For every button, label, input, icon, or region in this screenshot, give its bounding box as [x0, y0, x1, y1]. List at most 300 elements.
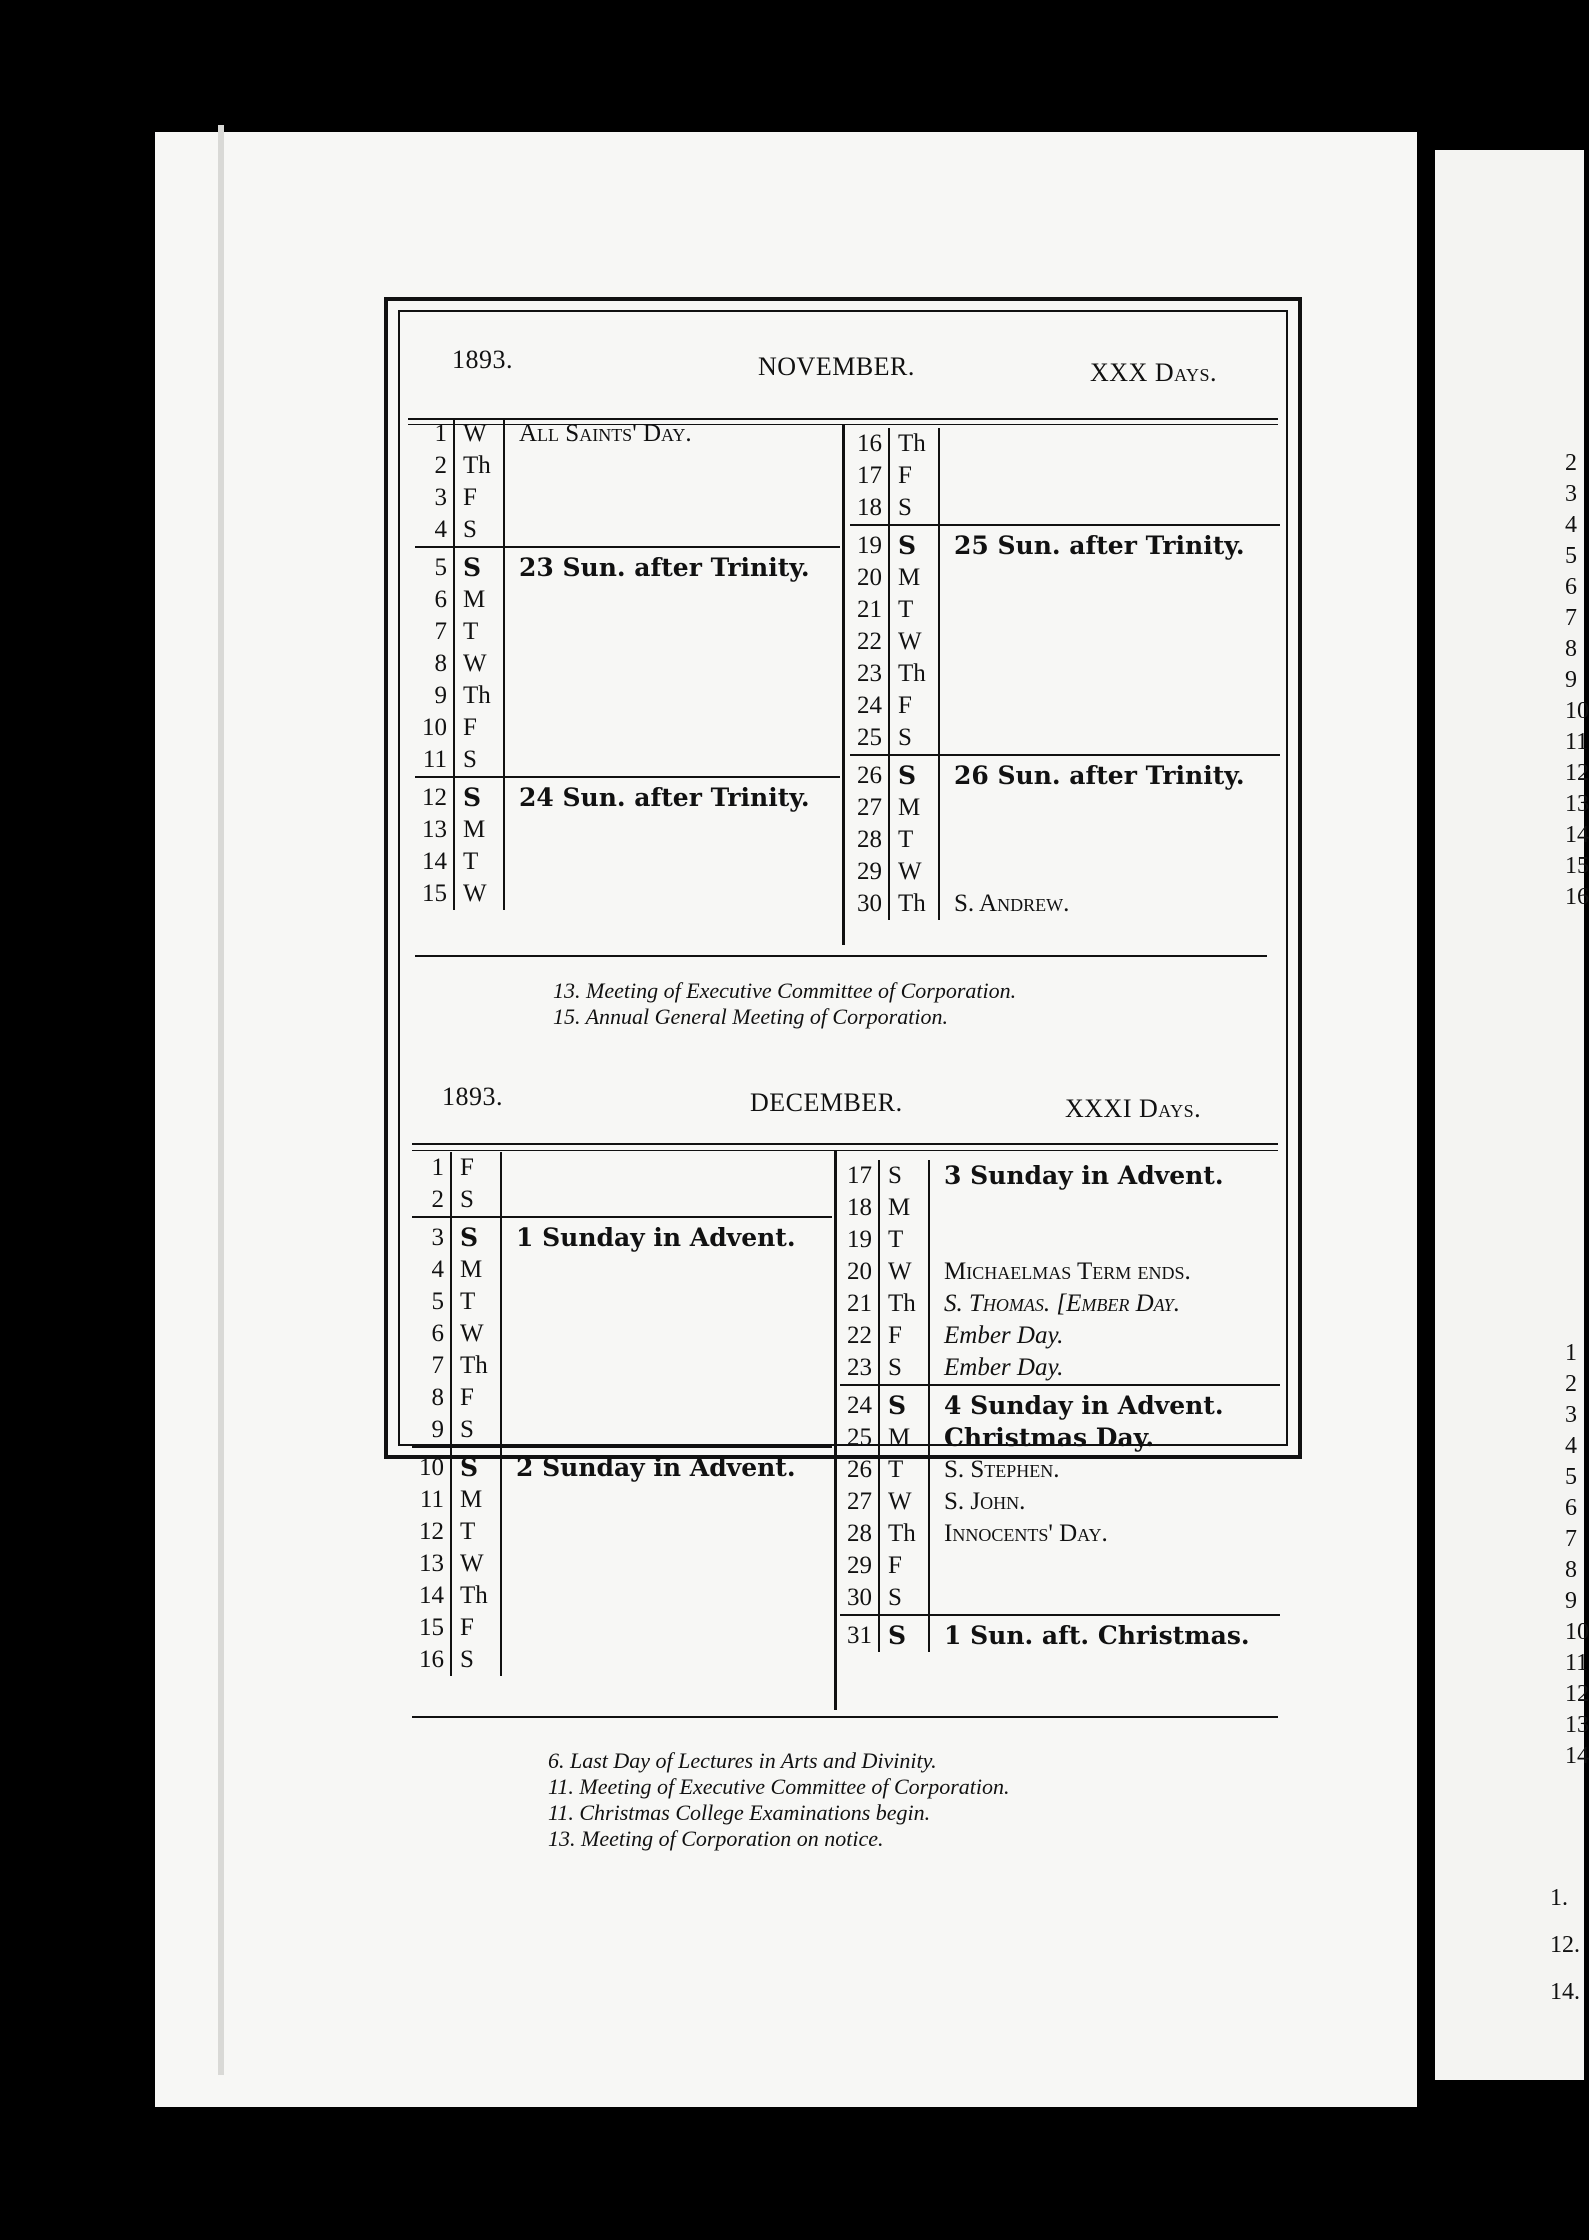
day-of-week: W [889, 626, 939, 658]
stub-number: 8 [1565, 1557, 1577, 1583]
day-event [504, 744, 840, 777]
stub-number: 8 [1565, 636, 1577, 662]
day-of-week: T [451, 1516, 501, 1548]
day-number: 12 [419, 1518, 444, 1545]
day-of-week: Th [451, 1350, 501, 1382]
day-of-week: S [451, 1414, 501, 1447]
stub-number: 11 [1565, 729, 1589, 755]
stub-number: 13 [1565, 791, 1589, 817]
day-event [504, 450, 840, 482]
day-event [501, 1350, 832, 1382]
calendar-row [840, 1352, 1280, 1385]
day-event [939, 492, 1280, 525]
day-of-week: F [879, 1550, 929, 1582]
day-event [501, 1254, 832, 1286]
day-of-week: S [879, 1385, 929, 1422]
stub-note: 12. [1550, 1932, 1580, 1958]
day-event [939, 562, 1280, 594]
calendar-row [412, 1318, 832, 1350]
dec-note-1: 6. Last Day of Lectures in Arts and Divinity. [548, 1748, 937, 1773]
day-number: 30 [847, 1584, 872, 1611]
dec-year: 1893. [442, 1082, 503, 1111]
calendar-row [850, 888, 1280, 920]
day-event [939, 626, 1280, 658]
day-number: 2 [434, 452, 447, 479]
calendar-row [415, 482, 840, 514]
day-number: 18 [857, 494, 882, 521]
stub-number: 13 [1565, 1712, 1589, 1738]
day-number: 10 [422, 714, 447, 741]
day-number: 15 [419, 1614, 444, 1641]
calendar-row [412, 1644, 832, 1676]
day-event [939, 856, 1280, 888]
calendar-row [850, 562, 1280, 594]
nov-bottom-rule [415, 955, 1267, 957]
day-of-week: F [451, 1382, 501, 1414]
day-event [504, 680, 840, 712]
day-event [929, 1582, 1280, 1615]
day-of-week: S [879, 1160, 929, 1192]
calendar-row [850, 460, 1280, 492]
day-of-week: S [451, 1447, 501, 1484]
stub-number: 4 [1565, 512, 1577, 538]
day-event [929, 1224, 1280, 1256]
calendar-row [850, 722, 1280, 755]
day-of-week: S [454, 744, 504, 777]
day-event: 1 Sun. aft. Christmas. [929, 1615, 1280, 1652]
day-of-week: F [889, 460, 939, 492]
stub-number: 6 [1565, 1495, 1577, 1521]
stub-number: 14 [1565, 822, 1589, 848]
dec-bottom-rule [412, 1716, 1278, 1718]
day-number: 27 [857, 794, 882, 821]
calendar-row [412, 1286, 832, 1318]
day-of-week: Th [454, 680, 504, 712]
calendar-row [840, 1288, 1280, 1320]
nov-right-column [850, 428, 1280, 920]
day-of-week: M [889, 792, 939, 824]
day-number: 9 [434, 682, 447, 709]
day-of-week: W [454, 648, 504, 680]
day-event [501, 1612, 832, 1644]
nov-note-1: 13. Meeting of Executive Committee of Corporation. [553, 978, 1017, 1003]
calendar-row [412, 1548, 832, 1580]
day-number: 17 [857, 462, 882, 489]
day-number: 19 [847, 1226, 872, 1253]
nov-divider [842, 425, 845, 945]
dec-left-column [412, 1152, 832, 1676]
stub-number: 7 [1565, 1526, 1577, 1552]
day-of-week: S [451, 1217, 501, 1254]
day-event [939, 824, 1280, 856]
day-of-week: S [889, 492, 939, 525]
day-of-week: M [879, 1192, 929, 1224]
day-of-week: M [451, 1254, 501, 1286]
day-event: Michaelmas Term ends. [944, 1258, 1191, 1285]
day-of-week: W [451, 1548, 501, 1580]
day-of-week: W [454, 878, 504, 910]
day-of-week: S [879, 1582, 929, 1615]
stub-number: 16 [1565, 884, 1589, 910]
day-number: 3 [412, 1217, 451, 1254]
day-number: 8 [431, 1384, 444, 1411]
day-event: Ember Day. [944, 1322, 1064, 1349]
day-event: S. John. [944, 1488, 1026, 1515]
day-number: 12 [415, 777, 454, 814]
calendar-row [415, 777, 840, 814]
day-of-week: Th [879, 1518, 929, 1550]
dec-header-rule [412, 1143, 1278, 1145]
day-event [501, 1516, 832, 1548]
day-of-week: F [451, 1612, 501, 1644]
day-number: 20 [847, 1258, 872, 1285]
day-of-week: Th [889, 428, 939, 460]
day-number: 25 [847, 1424, 872, 1451]
stub-number: 1 [1565, 1340, 1577, 1366]
day-event: S. Andrew. [954, 890, 1070, 917]
day-of-week: F [451, 1152, 501, 1184]
day-of-week: F [879, 1320, 929, 1352]
stub-number: 2 [1565, 450, 1577, 476]
stub-note: 14. [1550, 1979, 1580, 2005]
day-number: 10 [412, 1447, 451, 1484]
calendar-row [415, 878, 840, 910]
day-event: S. Stephen. [944, 1456, 1060, 1483]
page-edge [218, 125, 224, 2075]
day-of-week: F [454, 482, 504, 514]
stub-number: 9 [1565, 1588, 1577, 1614]
day-number: 23 [847, 1354, 872, 1381]
day-of-week: S [454, 547, 504, 584]
day-number: 28 [847, 1520, 872, 1547]
calendar-row [415, 814, 840, 846]
day-event [939, 428, 1280, 460]
stub-number: 12 [1565, 760, 1589, 786]
day-number: 3 [434, 484, 447, 511]
day-event [504, 584, 840, 616]
day-number: 4 [431, 1256, 444, 1283]
day-of-week: S [451, 1184, 501, 1217]
day-number: 13 [419, 1550, 444, 1577]
day-of-week: S [879, 1352, 929, 1385]
day-number: 28 [857, 826, 882, 853]
day-number: 26 [850, 755, 889, 792]
calendar-row [415, 616, 840, 648]
calendar-row [412, 1254, 832, 1286]
day-number: 5 [415, 547, 454, 584]
day-of-week: W [454, 418, 504, 450]
day-event: 24 Sun. after Trinity. [504, 777, 840, 814]
calendar-row [840, 1486, 1280, 1518]
day-event: 1 Sunday in Advent. [501, 1217, 832, 1254]
calendar-row [850, 690, 1280, 722]
day-event [939, 460, 1280, 492]
day-event [501, 1580, 832, 1612]
calendar-row [850, 755, 1280, 792]
calendar-row [850, 525, 1280, 562]
day-of-week: T [889, 594, 939, 626]
day-event [501, 1184, 832, 1217]
day-number: 7 [434, 618, 447, 645]
day-number: 18 [847, 1194, 872, 1221]
calendar-row [850, 824, 1280, 856]
day-event [504, 514, 840, 547]
day-event [504, 814, 840, 846]
day-event [504, 482, 840, 514]
day-of-week: Th [451, 1580, 501, 1612]
day-event: 2 Sunday in Advent. [501, 1447, 832, 1484]
day-number: 5 [431, 1288, 444, 1315]
nov-month: NOVEMBER. [758, 352, 915, 381]
day-of-week: W [879, 1256, 929, 1288]
day-of-week: W [889, 856, 939, 888]
day-of-week: T [879, 1224, 929, 1256]
day-event [501, 1286, 832, 1318]
calendar-row [850, 856, 1280, 888]
day-of-week: S [454, 777, 504, 814]
dec-note-3: 11. Christmas College Examinations begin. [548, 1800, 931, 1825]
day-of-week: T [454, 616, 504, 648]
calendar-row [840, 1320, 1280, 1352]
day-event [501, 1548, 832, 1580]
day-of-week: S [889, 722, 939, 755]
stub-number: 3 [1565, 1402, 1577, 1428]
day-number: 7 [431, 1352, 444, 1379]
day-number: 16 [857, 430, 882, 457]
day-number: 14 [419, 1582, 444, 1609]
stub-number: 10 [1565, 1619, 1589, 1645]
calendar-row [415, 712, 840, 744]
day-of-week: Th [889, 658, 939, 690]
calendar-row [840, 1615, 1280, 1652]
day-number: 8 [434, 650, 447, 677]
calendar-row [415, 680, 840, 712]
calendar-row [850, 594, 1280, 626]
day-number: 1 [434, 420, 447, 447]
calendar-row [412, 1516, 832, 1548]
day-number: 15 [422, 880, 447, 907]
calendar-row [412, 1382, 832, 1414]
day-number: 25 [857, 724, 882, 751]
calendar-row [412, 1414, 832, 1447]
calendar-row [412, 1447, 832, 1484]
calendar-row [840, 1550, 1280, 1582]
day-number: 26 [847, 1456, 872, 1483]
day-of-week: Th [879, 1288, 929, 1320]
day-number: 6 [431, 1320, 444, 1347]
day-event [501, 1318, 832, 1350]
day-event: All Saints' Day. [519, 420, 692, 447]
calendar-row [840, 1454, 1280, 1486]
day-event [501, 1644, 832, 1676]
nov-left-column [415, 418, 840, 910]
day-of-week: M [451, 1484, 501, 1516]
calendar-row [415, 846, 840, 878]
dec-month: DECEMBER. [750, 1088, 903, 1117]
day-of-week: M [889, 562, 939, 594]
day-of-week: T [454, 846, 504, 878]
nov-note-2: 15. Annual General Meeting of Corporation. [553, 1004, 948, 1029]
day-event [504, 712, 840, 744]
calendar-row [840, 1385, 1280, 1422]
day-event [501, 1484, 832, 1516]
day-number: 30 [857, 890, 882, 917]
day-of-week: M [879, 1422, 929, 1454]
stub-number: 15 [1565, 853, 1589, 879]
day-event: S. Thomas. [Ember Day. [944, 1290, 1180, 1317]
calendar-row [412, 1184, 832, 1217]
day-number: 21 [857, 596, 882, 623]
calendar-row [850, 792, 1280, 824]
calendar-row [850, 492, 1280, 525]
calendar-row [415, 648, 840, 680]
day-event [501, 1152, 832, 1184]
day-number: 24 [857, 692, 882, 719]
day-of-week: W [451, 1318, 501, 1350]
calendar-row [840, 1192, 1280, 1224]
day-number: 13 [422, 816, 447, 843]
day-event [501, 1414, 832, 1447]
day-of-week: S [889, 755, 939, 792]
day-event: Christmas Day. [944, 1423, 1155, 1452]
day-number: 22 [847, 1322, 872, 1349]
dec-header-rule-2 [412, 1150, 1278, 1151]
stub-note: 1. [1550, 1885, 1568, 1911]
day-number: 6 [434, 586, 447, 613]
day-of-week: F [454, 712, 504, 744]
day-of-week: Th [454, 450, 504, 482]
day-event [504, 648, 840, 680]
day-number: 31 [840, 1615, 879, 1652]
calendar-row [415, 744, 840, 777]
day-event [939, 594, 1280, 626]
stub-number: 2 [1565, 1371, 1577, 1397]
day-of-week: M [454, 814, 504, 846]
day-number: 22 [857, 628, 882, 655]
day-of-week: S [889, 525, 939, 562]
day-event [504, 846, 840, 878]
stub-number: 7 [1565, 605, 1577, 631]
day-number: 20 [857, 564, 882, 591]
dec-note-2: 11. Meeting of Executive Committee of Corporation. [548, 1774, 1010, 1799]
calendar-row [415, 514, 840, 547]
calendar-row [415, 547, 840, 584]
dec-days: XXXI Days. [1065, 1094, 1202, 1123]
stub-number: 4 [1565, 1433, 1577, 1459]
calendar-row [412, 1152, 832, 1184]
day-event [504, 878, 840, 910]
calendar-row [415, 450, 840, 482]
nov-year: 1893. [452, 345, 513, 374]
day-event [939, 658, 1280, 690]
dec-divider [834, 1150, 837, 1710]
day-number: 4 [434, 516, 447, 543]
day-number: 1 [431, 1154, 444, 1181]
day-number: 11 [422, 746, 447, 773]
calendar-row [412, 1350, 832, 1382]
day-number: 11 [419, 1486, 444, 1513]
day-event [939, 722, 1280, 755]
day-of-week: Th [889, 888, 939, 920]
day-number: 29 [857, 858, 882, 885]
calendar-row [415, 584, 840, 616]
stub-number: 11 [1565, 1650, 1589, 1676]
day-event [929, 1550, 1280, 1582]
day-number: 19 [850, 525, 889, 562]
day-number: 29 [847, 1552, 872, 1579]
day-event [929, 1192, 1280, 1224]
stub-number: 10 [1565, 698, 1589, 724]
day-number: 2 [431, 1186, 444, 1213]
day-event [939, 690, 1280, 722]
calendar-row [850, 658, 1280, 690]
day-number: 14 [422, 848, 447, 875]
stub-number: 3 [1565, 481, 1577, 507]
day-of-week: T [451, 1286, 501, 1318]
dec-note-4: 13. Meeting of Corporation on notice. [548, 1826, 884, 1851]
day-event: 3 Sunday in Advent. [944, 1161, 1224, 1190]
day-of-week: S [879, 1615, 929, 1652]
day-event: Innocents' Day. [944, 1520, 1108, 1547]
calendar-row [840, 1224, 1280, 1256]
day-of-week: M [454, 584, 504, 616]
day-number: 17 [847, 1162, 872, 1189]
day-event [501, 1382, 832, 1414]
day-number: 27 [847, 1488, 872, 1515]
day-event [504, 616, 840, 648]
day-of-week: T [879, 1454, 929, 1486]
stub-number: 9 [1565, 667, 1577, 693]
stub-number: 6 [1565, 574, 1577, 600]
calendar-row [850, 428, 1280, 460]
calendar-row [840, 1256, 1280, 1288]
nov-days: XXX Days. [1090, 358, 1217, 387]
calendar-row [415, 418, 840, 450]
calendar-row [412, 1484, 832, 1516]
calendar-row [412, 1217, 832, 1254]
calendar-row [840, 1582, 1280, 1615]
day-event: 4 Sunday in Advent. [929, 1385, 1280, 1422]
dec-right-column [840, 1160, 1280, 1652]
day-number: 16 [419, 1646, 444, 1673]
day-of-week: F [889, 690, 939, 722]
day-event: Ember Day. [944, 1354, 1064, 1381]
calendar-row [412, 1580, 832, 1612]
day-event: 25 Sun. after Trinity. [939, 525, 1280, 562]
calendar-row [840, 1422, 1280, 1454]
stub-number: 5 [1565, 1464, 1577, 1490]
day-event: 23 Sun. after Trinity. [504, 547, 840, 584]
day-of-week: S [454, 514, 504, 547]
calendar-row [850, 626, 1280, 658]
day-number: 24 [840, 1385, 879, 1422]
calendar-row [840, 1518, 1280, 1550]
day-number: 9 [431, 1416, 444, 1443]
day-of-week: W [879, 1486, 929, 1518]
stub-number: 14 [1565, 1743, 1589, 1769]
next-page-strip [1435, 150, 1589, 2080]
day-event [939, 792, 1280, 824]
day-of-week: S [451, 1644, 501, 1676]
day-number: 21 [847, 1290, 872, 1317]
calendar-row [412, 1612, 832, 1644]
stub-number: 12 [1565, 1681, 1589, 1707]
day-event: 26 Sun. after Trinity. [939, 755, 1280, 792]
stub-number: 5 [1565, 543, 1577, 569]
calendar-row [840, 1160, 1280, 1192]
day-of-week: T [889, 824, 939, 856]
day-number: 23 [857, 660, 882, 687]
